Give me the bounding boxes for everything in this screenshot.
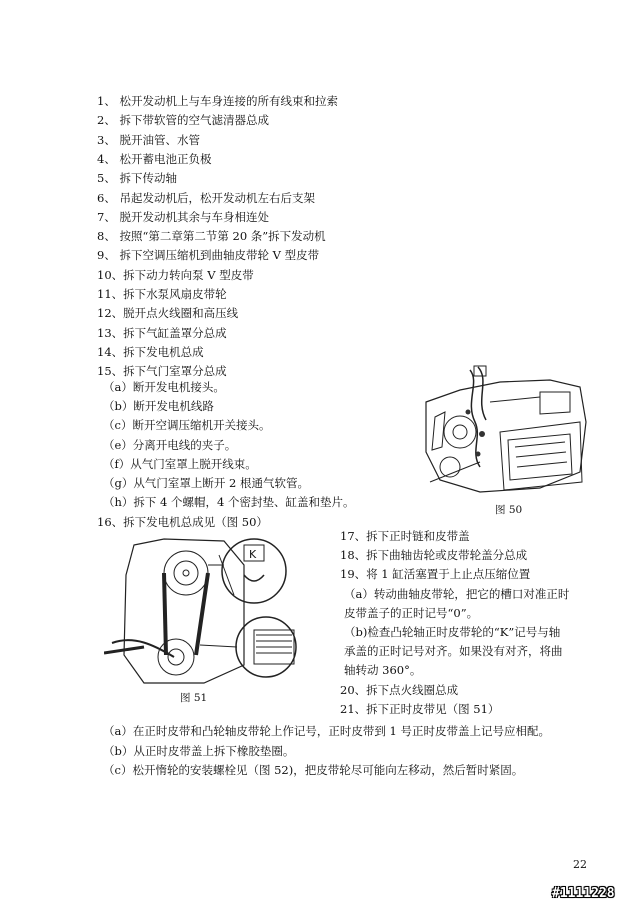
right-step-item: 19、将 1 缸活塞置于上止点压缩位置 bbox=[340, 567, 531, 582]
step-item: 2、 拆下带软管的空气滤清器总成 bbox=[97, 113, 269, 128]
step-item: 7、 脱开发动机其余与车身相连处 bbox=[97, 209, 269, 224]
step-item: 13、拆下气缸盖罩分总成 bbox=[97, 325, 227, 340]
step-item: 9、 拆下空调压缩机到曲轴皮带轮 V 型皮带 bbox=[97, 248, 320, 263]
page-number: 22 bbox=[573, 858, 587, 871]
step-item: 6、 吊起发动机后，松开发动机左右后支架 bbox=[97, 190, 315, 205]
step-item: 8、 按照“第二章第二节第 20 条”拆下发动机 bbox=[97, 229, 326, 244]
substep-item: （f）从气门室罩上脱开线束。 bbox=[103, 456, 257, 471]
right-step-item: 皮带盖子的正时记号“0”。 bbox=[344, 605, 479, 620]
step-item: 4、 松开蓄电池正负极 bbox=[97, 151, 212, 166]
right-step-item: 轴转动 360°。 bbox=[344, 663, 422, 678]
figure-50-engine-illustration bbox=[420, 362, 588, 498]
right-step-item: （b)检查凸轮轴正时皮带轮的“K”记号与轴 bbox=[344, 625, 561, 639]
right-step-item: 17、拆下正时链和皮带盖 bbox=[340, 529, 470, 543]
step-item: 1、 松开发动机上与车身连接的所有线束和拉索 bbox=[97, 94, 338, 108]
right-step-item: （a）转动曲轴皮带轮，把它的槽口对准正时 bbox=[344, 586, 570, 601]
step-item: 11、拆下水泵风扇皮带轮 bbox=[97, 287, 227, 301]
step-item: 12、脱开点火线圈和高压线 bbox=[97, 306, 239, 321]
step-16: 16、拆下发电机总成见（图 50） bbox=[97, 515, 268, 529]
right-step-item: 承盖的正时记号对齐。如果没有对齐，将曲 bbox=[344, 644, 563, 659]
substep-item: （e）分离开电线的夹子。 bbox=[103, 437, 237, 452]
bottom-substep-item: （b）从正时皮带盖上拆下橡胶垫圈。 bbox=[103, 743, 295, 758]
substep-item: （b）断开发电机线路 bbox=[103, 399, 214, 414]
right-step-item: 20、拆下点火线圈总成 bbox=[340, 682, 459, 697]
substep-item: （c）断开空调压缩机开关接头。 bbox=[103, 418, 271, 433]
step-item: 3、 脱开油管、水管 bbox=[97, 132, 200, 147]
figure-51-timing-belt-illustration bbox=[104, 535, 330, 685]
bottom-substep-item: （c）松开惰轮的安装螺栓见（图 52)，把皮带轮尽可能向左移动，然后暂时紧固。 bbox=[103, 763, 524, 777]
substep-item: （g）从气门室罩上断开 2 根通气软管。 bbox=[103, 476, 309, 490]
substep-item: （h）拆下 4 个螺帽，4 个密封垫、缸盖和垫片。 bbox=[103, 495, 355, 510]
step-item: 14、拆下发电机总成 bbox=[97, 344, 204, 359]
watermark-id: #1111228 bbox=[552, 886, 615, 901]
step-item: 5、 拆下传动轴 bbox=[97, 171, 177, 186]
figure-51-k-label: K bbox=[249, 548, 257, 561]
step-item: 15、拆下气门室罩分总成 bbox=[97, 364, 227, 379]
figure-51-caption: 图 51 bbox=[180, 692, 208, 704]
figure-50-caption: 图 50 bbox=[495, 504, 523, 516]
right-step-item: 18、拆下曲轴齿轮或皮带轮盖分总成 bbox=[340, 548, 528, 563]
bottom-substep-item: （a）在正时皮带和凸轮轴皮带轮上作记号，正时皮带到 1 号正时皮带盖上记号应相配。 bbox=[103, 724, 550, 738]
step-item: 10、拆下动力转向泵 V 型皮带 bbox=[97, 267, 254, 282]
right-step-item: 21、拆下正时皮带见（图 51） bbox=[340, 701, 500, 716]
substep-item: （a）断开发电机接头。 bbox=[103, 380, 225, 394]
